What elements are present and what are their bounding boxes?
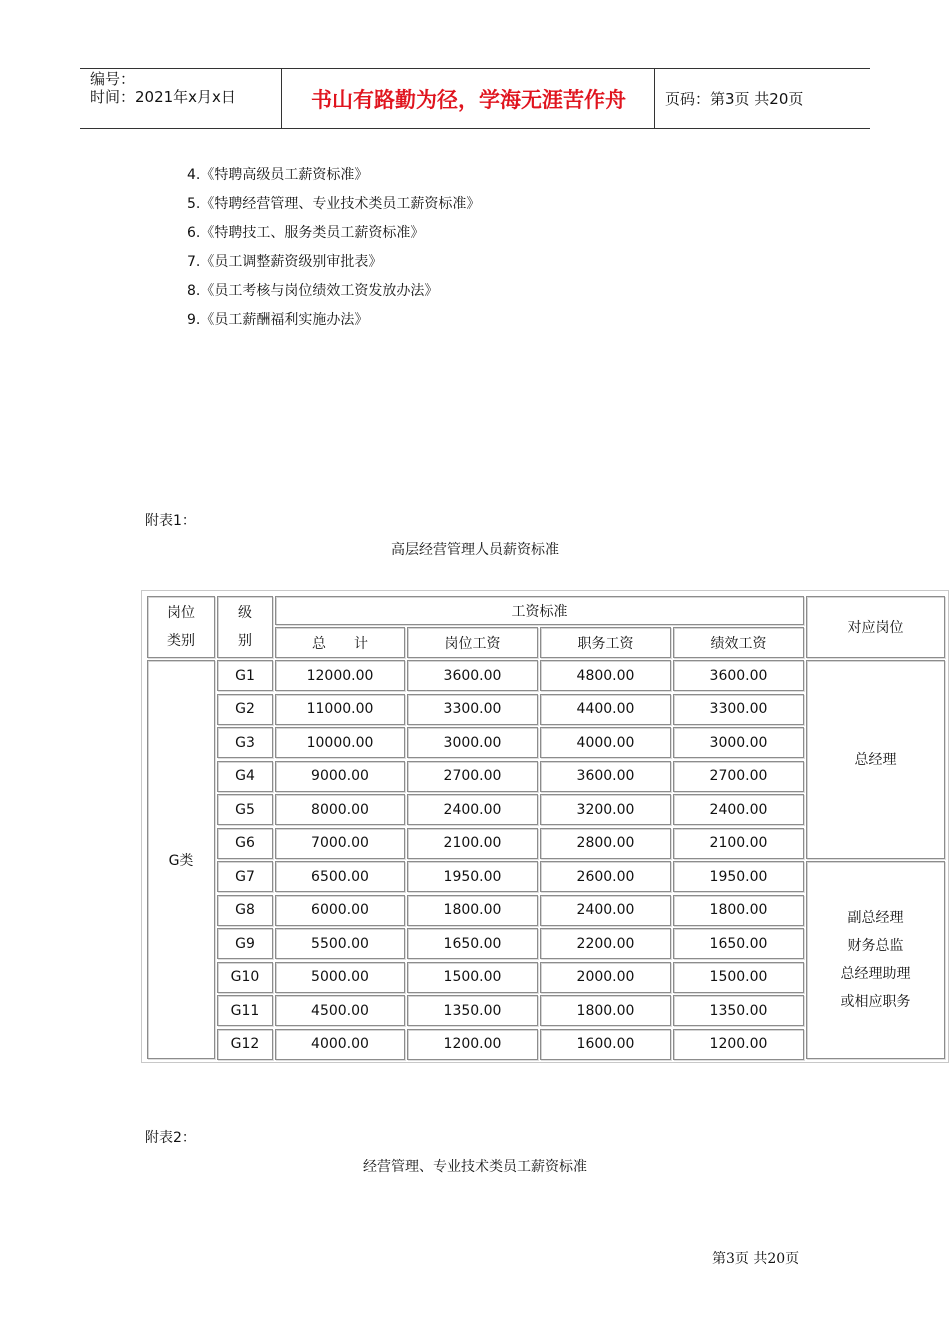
performance-pay-cell: 1500.00 (673, 962, 804, 993)
position-pay-cell: 2700.00 (407, 761, 538, 792)
duty-pay-cell: 1800.00 (540, 995, 671, 1026)
header-page-info: 页码：第3页 共20页 (665, 90, 804, 108)
list-item: 5.《特聘经营管理、专业技术类员工薪资标准》 (187, 196, 481, 212)
position-line: 或相应职务 (840, 994, 911, 1010)
salary-table (141, 590, 949, 1063)
duty-pay-cell: 4400.00 (540, 694, 671, 725)
header-top-rule (80, 68, 870, 69)
position-pay-cell: 3300.00 (407, 694, 538, 725)
document-time-label: 时间：2021年x月x日 (90, 88, 236, 106)
table-row (142, 727, 950, 758)
table-row (142, 928, 950, 959)
level-cell: G6 (217, 828, 273, 859)
position-line: 总经理 (854, 751, 897, 768)
duty-pay-cell: 2200.00 (540, 928, 671, 959)
header-position: 对应岗位 (806, 596, 945, 658)
appendix-1-label: 附表1： (145, 513, 196, 529)
total-cell: 4000.00 (275, 1029, 405, 1060)
header-category-line: 类别 (167, 633, 195, 649)
header-bottom-rule (80, 128, 870, 129)
total-cell: 5500.00 (275, 928, 405, 959)
table-row (142, 861, 950, 892)
total-cell: 6500.00 (275, 861, 405, 892)
total-cell: 6000.00 (275, 895, 405, 926)
header-divider (654, 68, 655, 129)
level-cell: G4 (217, 761, 273, 792)
performance-pay-cell: 2700.00 (673, 761, 804, 792)
header-position-pay: 岗位工资 (407, 627, 538, 658)
footer-page-number: 第3页 共20页 (712, 1251, 800, 1267)
position-pay-cell: 1950.00 (407, 861, 538, 892)
header-motto: 书山有路勤为径，学海无涯苦作舟 (311, 87, 626, 112)
table-row (142, 1029, 950, 1060)
total-cell: 12000.00 (275, 660, 405, 691)
position-pay-cell: 2100.00 (407, 828, 538, 859)
table-row (142, 995, 950, 1026)
performance-pay-cell: 1950.00 (673, 861, 804, 892)
list-item: 9.《员工薪酬福利实施办法》 (187, 312, 369, 328)
total-cell: 10000.00 (275, 727, 405, 758)
level-cell: G5 (217, 794, 273, 825)
position-pay-cell: 1350.00 (407, 995, 538, 1026)
position-line: 总经理助理 (840, 966, 911, 982)
header-performance-pay: 绩效工资 (673, 627, 804, 658)
duty-pay-cell: 3200.00 (540, 794, 671, 825)
performance-pay-cell: 3000.00 (673, 727, 804, 758)
appendix-1-caption: 高层经营管理人员薪资标准 (391, 542, 559, 558)
position-pay-cell: 1650.00 (407, 928, 538, 959)
header-salary-standard: 工资标准 (275, 596, 804, 625)
position-pay-cell: 3600.00 (407, 660, 538, 691)
position-pay-cell: 1500.00 (407, 962, 538, 993)
table-row (142, 761, 950, 792)
level-cell: G2 (217, 694, 273, 725)
level-cell: G1 (217, 660, 273, 691)
total-cell: 4500.00 (275, 995, 405, 1026)
duty-pay-cell: 4800.00 (540, 660, 671, 691)
header-total: 总 计 (275, 627, 405, 658)
duty-pay-cell: 1600.00 (540, 1029, 671, 1060)
total-cell: 7000.00 (275, 828, 405, 859)
duty-pay-cell: 4000.00 (540, 727, 671, 758)
performance-pay-cell: 2100.00 (673, 828, 804, 859)
table-row (142, 828, 950, 859)
position-line: 财务总监 (847, 938, 904, 954)
performance-pay-cell: 3300.00 (673, 694, 804, 725)
level-cell: G12 (217, 1029, 273, 1060)
performance-pay-cell: 3600.00 (673, 660, 804, 691)
position-line: 副总经理 (847, 910, 904, 926)
position-pay-cell: 3000.00 (407, 727, 538, 758)
performance-pay-cell: 1350.00 (673, 995, 804, 1026)
table-row (142, 895, 950, 926)
performance-pay-cell: 2400.00 (673, 794, 804, 825)
total-cell: 5000.00 (275, 962, 405, 993)
header-category (147, 596, 215, 658)
level-cell: G7 (217, 861, 273, 892)
table-row (142, 694, 950, 725)
duty-pay-cell: 2800.00 (540, 828, 671, 859)
total-cell: 11000.00 (275, 694, 405, 725)
header-duty-pay: 职务工资 (540, 627, 671, 658)
duty-pay-cell: 3600.00 (540, 761, 671, 792)
appendix-2-caption: 经营管理、专业技术类员工薪资标准 (363, 1159, 587, 1175)
list-item: 4.《特聘高级员工薪资标准》 (187, 167, 369, 183)
document-number-label: 编号： (90, 70, 136, 88)
performance-pay-cell: 1650.00 (673, 928, 804, 959)
header-level (217, 596, 273, 658)
header-category-line: 岗位 (167, 605, 195, 621)
header-level-line: 别 (238, 633, 252, 649)
level-cell: G8 (217, 895, 273, 926)
position-pay-cell: 1800.00 (407, 895, 538, 926)
table-row (142, 660, 950, 691)
performance-pay-cell: 1200.00 (673, 1029, 804, 1060)
list-item: 6.《特聘技工、服务类员工薪资标准》 (187, 225, 425, 241)
table-row (142, 962, 950, 993)
list-item: 7.《员工调整薪资级别审批表》 (187, 254, 383, 270)
level-cell: G3 (217, 727, 273, 758)
position-pay-cell: 2400.00 (407, 794, 538, 825)
performance-pay-cell: 1800.00 (673, 895, 804, 926)
total-cell: 9000.00 (275, 761, 405, 792)
table-row (142, 794, 950, 825)
category-cell: G类 (147, 660, 215, 1059)
duty-pay-cell: 2000.00 (540, 962, 671, 993)
duty-pay-cell: 2400.00 (540, 895, 671, 926)
total-cell: 8000.00 (275, 794, 405, 825)
appendix-2-label: 附表2： (145, 1130, 196, 1146)
header-divider (281, 68, 282, 129)
duty-pay-cell: 2600.00 (540, 861, 671, 892)
position-pay-cell: 1200.00 (407, 1029, 538, 1060)
level-cell: G11 (217, 995, 273, 1026)
level-cell: G9 (217, 928, 273, 959)
level-cell: G10 (217, 962, 273, 993)
list-item: 8.《员工考核与岗位绩效工资发放办法》 (187, 283, 439, 299)
header-level-line: 级 (238, 605, 252, 621)
